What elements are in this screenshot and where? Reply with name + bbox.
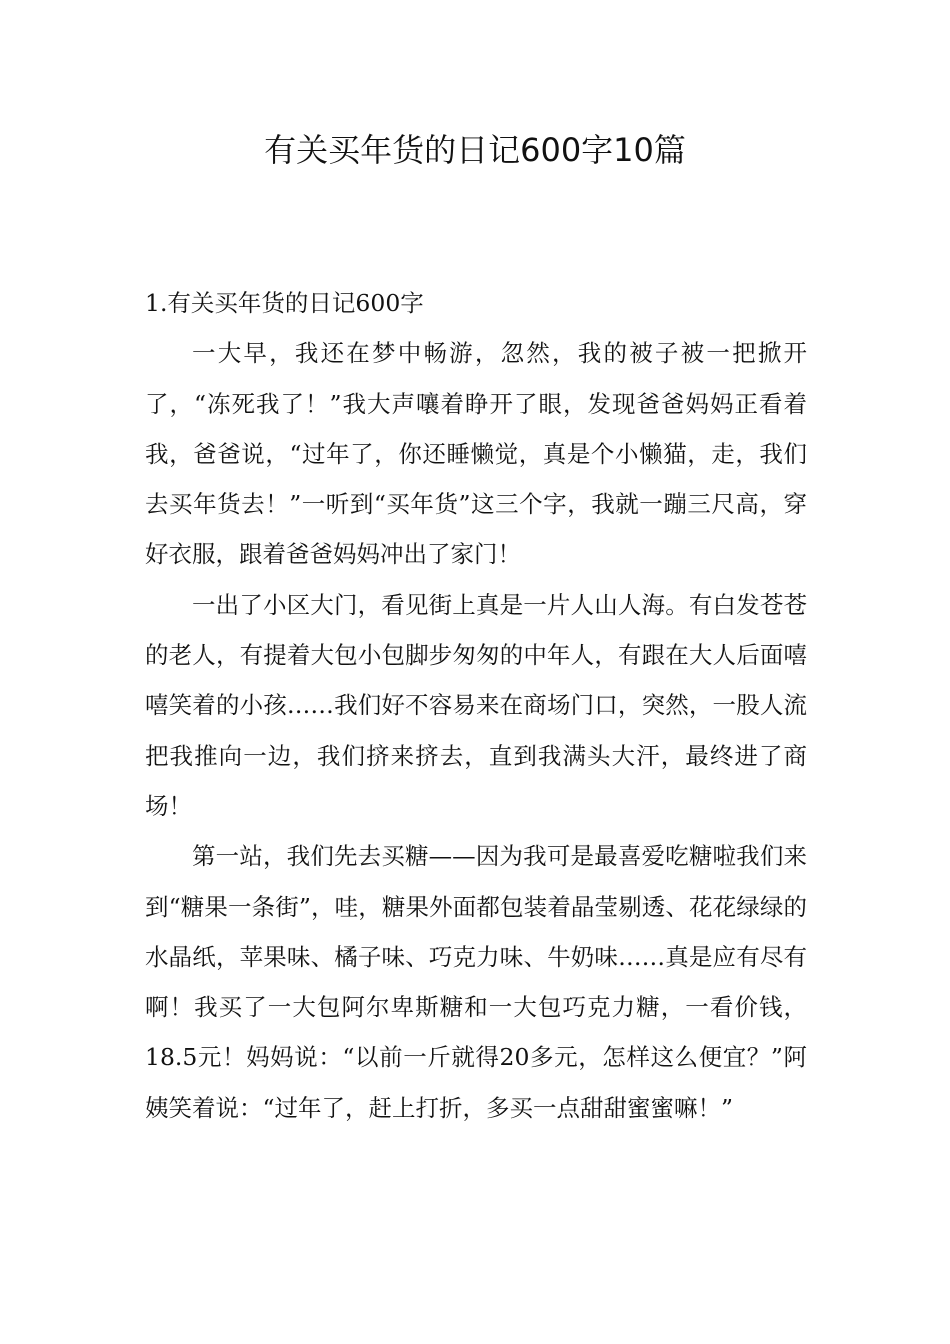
- paragraph-1: 一大早，我还在梦中畅游，忽然，我的被子被一把掀开了，“冻死我了！”我大声嚷着睁开了眼，发现爸爸妈妈正看着我，爸爸说，“过年了，你还睡懒觉，真是个小懒猫，走，我们去买年货去！”一听到“买年货”这三个字，我就一蹦三尺高，穿好衣服，跟着爸爸妈妈冲出了家门！: [145, 339, 807, 569]
- section-heading: 1.有关买年货的日记600字: [145, 289, 424, 317]
- paragraph-3: 第一站，我们先去买糖——因为我可是最喜爱吃糖啦我们来到“糖果一条街”，哇，糖果外面都包装着晶莹剔透、花花绿绿的水晶纸，苹果味、橘子味、巧克力味、牛奶味……真是应有尽有啊！我买了一大包阿尔卑斯糖和一大包巧克力糖，一看价钱，18.5元！妈妈说：“以前一斤就得20多元，怎样这么便宜？”阿姨笑着说：“过年了，赶上打折，多买一点甜甜蜜蜜嘛！”: [145, 842, 807, 1122]
- document-body: [145, 278, 807, 1133]
- paragraph-2: 一出了小区大门，看见街上真是一片人山人海。有白发苍苍的老人，有提着大包小包脚步匆匆的中年人，有跟在大人后面嘻嘻笑着的小孩……我们好不容易来在商场门口，突然，一股人流把我推向一边，我们挤来挤去，直到我满头大汗，最终进了商场！: [145, 590, 807, 820]
- document-title: 有关买年货的日记600字10篇: [264, 131, 686, 169]
